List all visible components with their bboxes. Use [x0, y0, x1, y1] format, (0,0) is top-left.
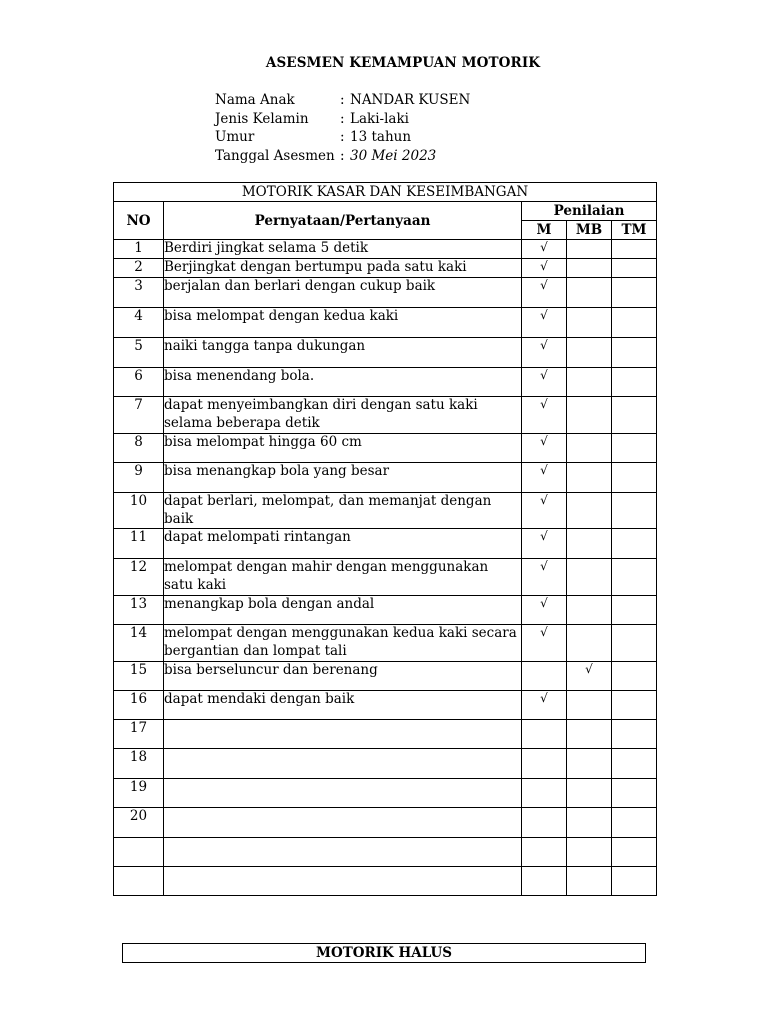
row-statement: bisa berseluncur dan berenang	[164, 662, 522, 691]
rating-cell-mb	[567, 808, 612, 838]
row-statement: melompat dengan mahir dengan menggunakan satu kaki	[164, 559, 522, 596]
section-title: MOTORIK KASAR DAN KESEIMBANGAN	[114, 183, 657, 202]
rating-cell-m	[522, 559, 567, 596]
checkmark-icon: √	[540, 434, 548, 448]
identity-value: NANDAR KUSEN	[350, 92, 471, 108]
row-statement	[164, 749, 522, 779]
row-number: 14	[114, 625, 164, 662]
checkmark-icon: √	[540, 308, 548, 322]
identity-value: 30 Mei 2023	[350, 147, 437, 164]
identity-colon: :	[340, 147, 345, 164]
row-statement: Berjingkat dengan bertumpu pada satu kaki	[164, 259, 522, 278]
checkmark-icon: √	[540, 397, 548, 411]
identity-row-gender	[215, 110, 470, 129]
rating-cell-tm	[612, 338, 657, 368]
checkmark-icon: √	[540, 240, 548, 254]
row-statement: dapat berlari, melompat, dan memanjat dengan baik	[164, 493, 522, 529]
column-header-mb: MB	[567, 221, 612, 240]
row-number: 19	[114, 779, 164, 808]
rating-cell-tm	[612, 368, 657, 397]
table-row	[114, 278, 657, 308]
column-header-no: NO	[114, 202, 164, 240]
checkmark-icon: √	[540, 368, 548, 382]
rating-cell-m	[522, 529, 567, 559]
rating-cell-m	[522, 434, 567, 463]
rating-cell-m	[522, 368, 567, 397]
column-header-m: M	[522, 221, 567, 240]
rating-cell-m	[522, 308, 567, 338]
assessment-table	[113, 182, 657, 896]
table-row	[114, 596, 657, 625]
row-number: 6	[114, 368, 164, 397]
rating-cell-tm	[612, 749, 657, 779]
table-body	[114, 240, 657, 896]
rating-cell-m	[522, 338, 567, 368]
rating-cell-mb	[567, 463, 612, 493]
identity-row-name	[215, 91, 470, 110]
row-number: 15	[114, 662, 164, 691]
table-row	[114, 240, 657, 259]
rating-cell-tm	[612, 662, 657, 691]
row-number: 7	[114, 397, 164, 434]
identity-colon: :	[340, 110, 345, 127]
rating-cell-mb	[567, 779, 612, 808]
row-number: 10	[114, 493, 164, 529]
checkmark-icon: √	[540, 529, 548, 543]
column-header-statement: Pernyataan/Pertanyaan	[164, 202, 522, 240]
row-statement: Berdiri jingkat selama 5 detik	[164, 240, 522, 259]
rating-cell-tm	[612, 779, 657, 808]
rating-cell-tm	[612, 259, 657, 278]
rating-cell-m	[522, 779, 567, 808]
checkmark-icon: √	[540, 691, 548, 705]
column-header-rating: Penilaian	[522, 202, 657, 221]
identity-block	[215, 91, 470, 165]
table-row	[114, 338, 657, 368]
rating-cell-mb	[567, 838, 612, 867]
rating-cell-m	[522, 397, 567, 434]
identity-row-date	[215, 147, 470, 166]
row-statement: menangkap bola dengan andal	[164, 596, 522, 625]
row-number: 16	[114, 691, 164, 720]
rating-cell-tm	[612, 625, 657, 662]
table-row	[114, 838, 657, 867]
row-statement: bisa menendang bola.	[164, 368, 522, 397]
checkmark-icon: √	[585, 662, 593, 676]
table-row	[114, 493, 657, 529]
rating-cell-mb	[567, 338, 612, 368]
table-row	[114, 867, 657, 896]
rating-cell-mb	[567, 596, 612, 625]
row-number: 9	[114, 463, 164, 493]
rating-cell-mb	[567, 867, 612, 896]
rating-cell-mb	[567, 308, 612, 338]
row-number: 1	[114, 240, 164, 259]
rating-cell-mb	[567, 278, 612, 308]
row-statement	[164, 720, 522, 749]
identity-label: Umur	[215, 129, 255, 145]
document-title: ASESMEN KEMAMPUAN MOTORIK	[265, 55, 541, 71]
rating-cell-m	[522, 278, 567, 308]
rating-cell-m	[522, 867, 567, 896]
rating-cell-tm	[612, 720, 657, 749]
rating-cell-m	[522, 463, 567, 493]
rating-cell-mb	[567, 368, 612, 397]
rating-cell-mb	[567, 559, 612, 596]
rating-cell-tm	[612, 397, 657, 434]
rating-cell-tm	[612, 596, 657, 625]
checkmark-icon: √	[540, 278, 548, 292]
checkmark-icon: √	[540, 559, 548, 573]
row-number	[114, 867, 164, 896]
rating-cell-mb	[567, 529, 612, 559]
identity-label: Nama Anak	[215, 92, 295, 108]
row-statement	[164, 808, 522, 838]
identity-row-age	[215, 128, 470, 147]
table-row	[114, 397, 657, 434]
rating-cell-mb	[567, 240, 612, 259]
rating-cell-mb	[567, 625, 612, 662]
table-row	[114, 259, 657, 278]
identity-value: Laki-laki	[350, 110, 409, 127]
table-row	[114, 779, 657, 808]
rating-cell-tm	[612, 434, 657, 463]
table-row	[114, 691, 657, 720]
row-statement	[164, 838, 522, 867]
table-row	[114, 529, 657, 559]
row-statement: bisa melompat dengan kedua kaki	[164, 308, 522, 338]
row-statement: dapat mendaki dengan baik	[164, 691, 522, 720]
row-statement: berjalan dan berlari dengan cukup baik	[164, 278, 522, 308]
checkmark-icon: √	[540, 625, 548, 639]
rating-cell-m	[522, 625, 567, 662]
rating-cell-tm	[612, 493, 657, 529]
rating-cell-m	[522, 240, 567, 259]
row-number: 5	[114, 338, 164, 368]
table-row	[114, 559, 657, 596]
rating-cell-mb	[567, 749, 612, 779]
rating-cell-m	[522, 808, 567, 838]
table-row	[114, 749, 657, 779]
table-row	[114, 434, 657, 463]
table-row	[114, 662, 657, 691]
row-number: 3	[114, 278, 164, 308]
rating-cell-mb	[567, 691, 612, 720]
row-number: 2	[114, 259, 164, 278]
rating-cell-tm	[612, 240, 657, 259]
checkmark-icon: √	[540, 259, 548, 273]
rating-cell-m	[522, 749, 567, 779]
rating-cell-tm	[612, 867, 657, 896]
rating-cell-m	[522, 838, 567, 867]
identity-value: 13 tahun	[350, 129, 412, 145]
rating-cell-m	[522, 596, 567, 625]
row-statement: bisa melompat hingga 60 cm	[164, 434, 522, 463]
rating-cell-tm	[612, 838, 657, 867]
rating-cell-m	[522, 720, 567, 749]
next-section-title: MOTORIK HALUS	[122, 943, 646, 963]
column-header-tm: TM	[612, 221, 657, 240]
identity-label: Tanggal Asesmen	[215, 147, 335, 164]
rating-cell-m	[522, 493, 567, 529]
checkmark-icon: √	[540, 463, 548, 477]
rating-cell-m	[522, 259, 567, 278]
rating-cell-m	[522, 691, 567, 720]
table-row	[114, 720, 657, 749]
identity-colon: :	[340, 92, 345, 108]
checkmark-icon: √	[540, 596, 548, 610]
row-statement: melompat dengan menggunakan kedua kaki secara bergantian dan lompat tali	[164, 625, 522, 662]
rating-cell-tm	[612, 808, 657, 838]
rating-cell-tm	[612, 529, 657, 559]
identity-colon: :	[340, 129, 345, 145]
rating-cell-m	[522, 662, 567, 691]
row-statement: dapat menyeimbangkan diri dengan satu kaki selama beberapa detik	[164, 397, 522, 434]
row-statement	[164, 867, 522, 896]
row-number: 13	[114, 596, 164, 625]
row-statement: bisa menangkap bola yang besar	[164, 463, 522, 493]
checkmark-icon: √	[540, 493, 548, 507]
rating-cell-tm	[612, 308, 657, 338]
table-row	[114, 808, 657, 838]
row-number: 4	[114, 308, 164, 338]
table-row	[114, 625, 657, 662]
row-number: 17	[114, 720, 164, 749]
row-number: 11	[114, 529, 164, 559]
row-statement: naiki tangga tanpa dukungan	[164, 338, 522, 368]
row-statement: dapat melompati rintangan	[164, 529, 522, 559]
row-number: 18	[114, 749, 164, 779]
rating-cell-mb	[567, 662, 612, 691]
rating-cell-tm	[612, 278, 657, 308]
row-number: 12	[114, 559, 164, 596]
rating-cell-mb	[567, 720, 612, 749]
rating-cell-mb	[567, 397, 612, 434]
identity-label: Jenis Kelamin	[215, 110, 309, 127]
rating-cell-tm	[612, 691, 657, 720]
row-number: 8	[114, 434, 164, 463]
rating-cell-tm	[612, 463, 657, 493]
row-number: 20	[114, 808, 164, 838]
table-row	[114, 308, 657, 338]
checkmark-icon: √	[540, 338, 548, 352]
rating-cell-mb	[567, 493, 612, 529]
row-number	[114, 838, 164, 867]
table-row	[114, 368, 657, 397]
table-row	[114, 463, 657, 493]
rating-cell-tm	[612, 559, 657, 596]
rating-cell-mb	[567, 259, 612, 278]
row-statement	[164, 779, 522, 808]
rating-cell-mb	[567, 434, 612, 463]
